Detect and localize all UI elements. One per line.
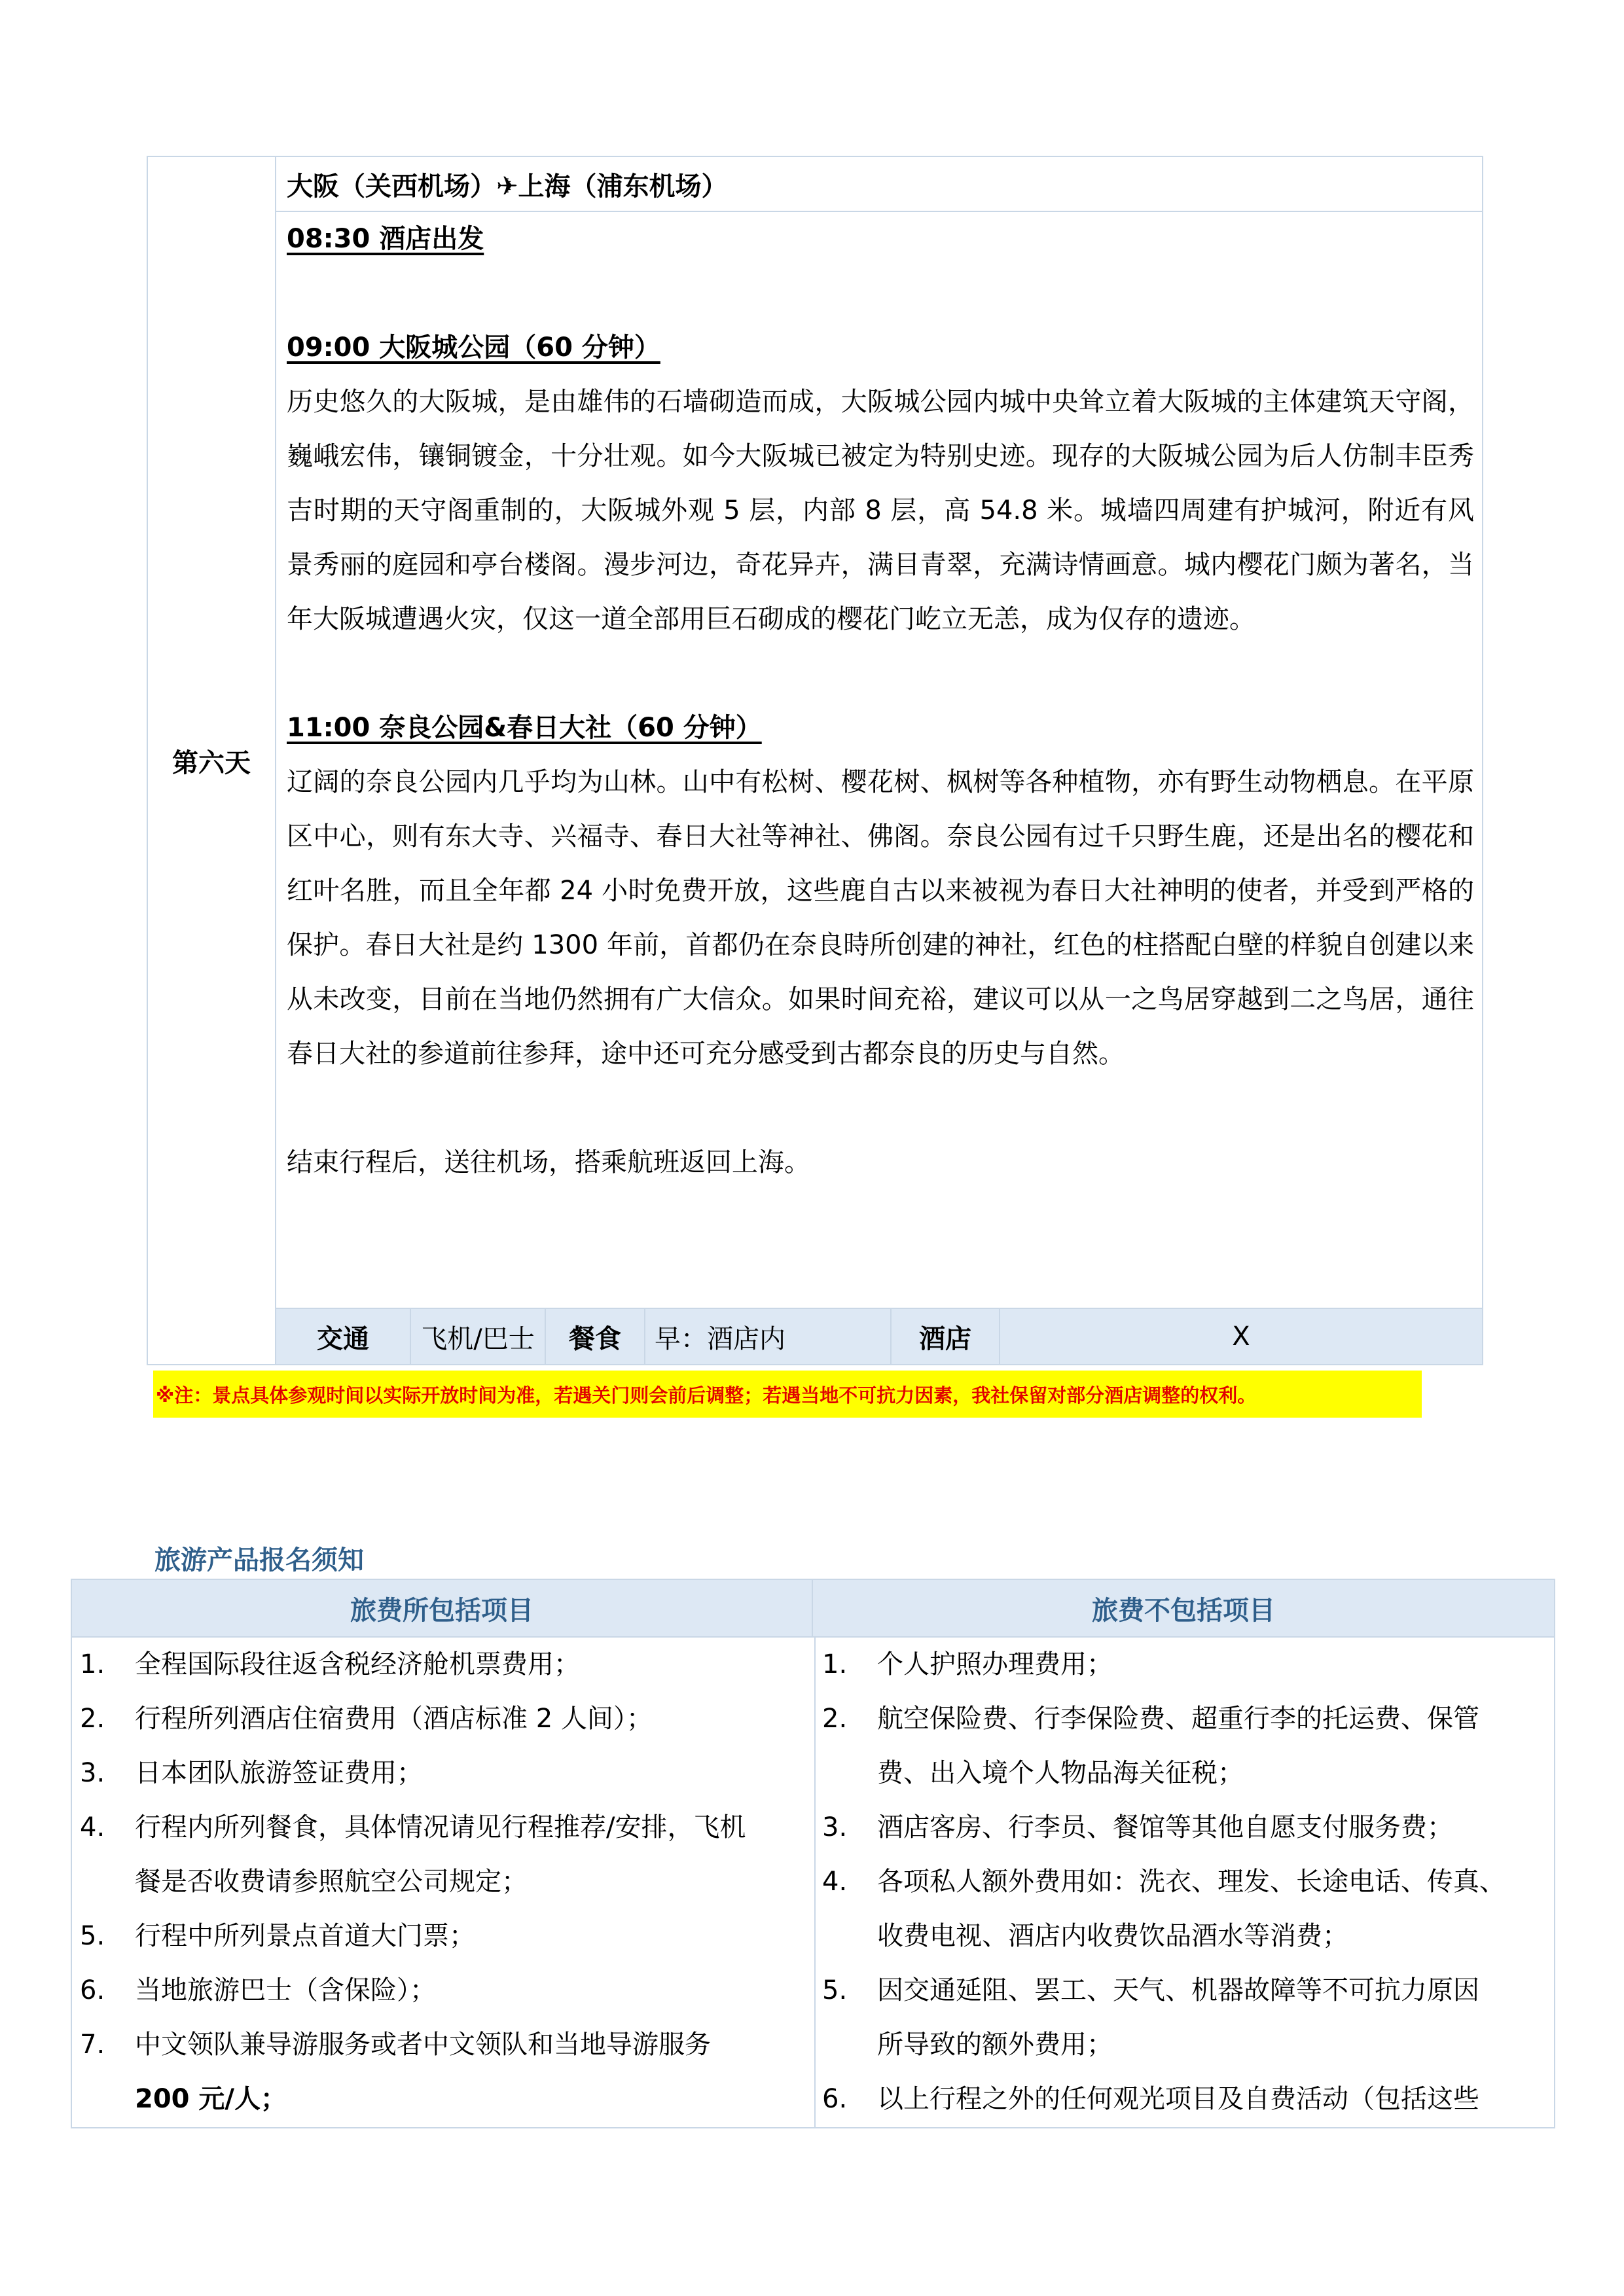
hotel-label: 酒店 bbox=[892, 1309, 1000, 1364]
list-item bbox=[822, 1964, 1550, 2072]
notice-banner: ※注：景点具体参观时间以实际开放时间为准，若遇关门则会前后调整；若遇当地不可抗力因素，我社保留对部分酒店调整的权利。 bbox=[153, 1371, 1422, 1418]
item-line: 200 元/人； bbox=[135, 2084, 287, 2114]
item-line: 各项私人额外费用如：洗衣、理发、长途电话、传真、 bbox=[877, 1867, 1506, 1897]
item-text bbox=[135, 1964, 808, 2018]
fees-header-row bbox=[72, 1580, 1554, 1638]
item-number: 6. bbox=[822, 2084, 848, 2114]
list-item bbox=[80, 1638, 808, 1692]
item-text bbox=[877, 1801, 1550, 1855]
time-heading: 11:00 奈良公园&春日大社（60 分钟） bbox=[287, 713, 762, 743]
time-heading: 09:00 大阪城公园（60 分钟） bbox=[287, 332, 660, 363]
item-text bbox=[135, 1692, 808, 1746]
item-line: 收费电视、酒店内收费饮品酒水等消费； bbox=[877, 1921, 1348, 1951]
item-text bbox=[877, 1855, 1550, 1964]
item-number: 5. bbox=[822, 1975, 848, 2005]
item-text bbox=[135, 1801, 808, 1909]
item-number: 6. bbox=[80, 1975, 105, 2005]
item-line: 行程中所列景点首道大门票； bbox=[135, 1921, 475, 1951]
transport-label: 交通 bbox=[276, 1309, 411, 1364]
included-list bbox=[80, 1638, 808, 2126]
list-item bbox=[822, 1638, 1550, 1692]
item-text bbox=[877, 2072, 1550, 2126]
day-itinerary-table bbox=[147, 156, 1483, 1365]
item-number: 4. bbox=[80, 1812, 105, 1842]
item-text bbox=[877, 1638, 1550, 1692]
blank-line bbox=[287, 1081, 1474, 1136]
item-number: 2. bbox=[822, 1704, 848, 1734]
excluded-list bbox=[822, 1638, 1550, 2126]
item-number: 5. bbox=[80, 1921, 105, 1951]
excluded-header: 旅费不包括项目 bbox=[1092, 1595, 1275, 1626]
item-number: 3. bbox=[80, 1758, 105, 1788]
item-line: 餐是否收费请参照航空公司规定； bbox=[135, 1867, 528, 1897]
day-label: 第六天 bbox=[148, 157, 276, 1364]
item-line: 全程国际段往返含税经济舱机票费用； bbox=[135, 1649, 580, 1679]
transport-value: 飞机/巴士 bbox=[411, 1309, 546, 1364]
item-number: 1. bbox=[80, 1649, 105, 1679]
blank-line bbox=[287, 266, 1474, 321]
list-item bbox=[822, 1855, 1550, 1964]
day-content bbox=[287, 212, 1474, 1309]
item-text bbox=[877, 1964, 1550, 2072]
hotel-value: X bbox=[1232, 1321, 1250, 1352]
item-line: 航空保险费、行李保险费、超重行李的托运费、保管 bbox=[877, 1704, 1479, 1734]
item-line: 行程内所列餐食，具体情况请见行程推荐/安排，飞机 bbox=[135, 1812, 746, 1842]
route-title: 大阪（关西机场）✈上海（浦东机场） bbox=[276, 157, 1482, 212]
section-title: 旅游产品报名须知 bbox=[154, 1545, 364, 1575]
meal-value: 早：酒店内 bbox=[645, 1309, 892, 1364]
meal-label: 餐食 bbox=[546, 1309, 645, 1364]
list-item bbox=[80, 1909, 808, 1964]
list-item bbox=[80, 1692, 808, 1746]
item-line: 行程所列酒店住宿费用（酒店标准 2 人间）； bbox=[135, 1704, 653, 1734]
item-text bbox=[135, 1909, 808, 1964]
list-item bbox=[80, 2018, 808, 2126]
list-item bbox=[80, 1746, 808, 1801]
item-text bbox=[135, 1638, 808, 1692]
item-number: 4. bbox=[822, 1867, 848, 1897]
list-item bbox=[822, 1801, 1550, 1855]
item-line: 以上行程之外的任何观光项目及自费活动（包括这些 bbox=[877, 2084, 1479, 2114]
column-divider bbox=[814, 1638, 816, 2127]
item-line: 酒店客房、行李员、餐馆等其他自愿支付服务费； bbox=[877, 1812, 1453, 1842]
included-header: 旅费所包括项目 bbox=[72, 1580, 813, 1636]
item-number: 1. bbox=[822, 1649, 848, 1679]
list-item bbox=[822, 2072, 1550, 2126]
item-number: 7. bbox=[80, 2030, 105, 2060]
item-line: 费、出入境个人物品海关征税； bbox=[877, 1758, 1244, 1788]
item-line: 日本团队旅游签证费用； bbox=[135, 1758, 423, 1788]
item-line: 所导致的额外费用； bbox=[877, 2030, 1113, 2060]
item-line: 个人护照办理费用； bbox=[877, 1649, 1113, 1679]
item-number: 2. bbox=[80, 1704, 105, 1734]
item-text bbox=[877, 1692, 1550, 1801]
day-footer-row bbox=[276, 1308, 1482, 1364]
item-line: 因交通延阻、罢工、天气、机器故障等不可抗力原因 bbox=[877, 1975, 1479, 2005]
item-line: 中文领队兼导游服务或者中文领队和当地导游服务 bbox=[135, 2030, 711, 2060]
item-line: 当地旅游巴士（含保险）； bbox=[135, 1975, 436, 2005]
list-item bbox=[822, 1692, 1550, 1801]
time-heading: 08:30 酒店出发 bbox=[287, 224, 484, 254]
item-text bbox=[135, 1746, 808, 1801]
description-paragraph: 历史悠久的大阪城，是由雄伟的石墙砌造而成，大阪城公园内城中央耸立着大阪城的主体建筑天守阁，巍峨宏伟，镶铜镀金，十分壮观。如今大阪城已被定为特别史迹。现存的大阪城公园为后人仿制丰臣秀吉时期的天守阁重制的，大阪城外观 5 层，内部 8 层，高 54.8 米。城墙四周建有护城河，附近有风景秀丽的庭园和亭台楼阁。漫步河边，奇花异卉，满目青翠，充满诗情画意。城内樱花门颇为著名，当年大阪城遭遇火灾，仅这一道全部用巨石砌成的樱花门屹立无恙，成为仅存的遗迹。 bbox=[287, 387, 1474, 634]
blank-line bbox=[287, 647, 1474, 701]
fees-table bbox=[71, 1579, 1555, 2128]
list-item bbox=[80, 1964, 808, 2018]
item-text bbox=[135, 2018, 808, 2126]
item-number: 3. bbox=[822, 1812, 848, 1842]
description-paragraph: 辽阔的奈良公园内几乎均为山林。山中有松树、樱花树、枫树等各种植物，亦有野生动物栖息。在平原区中心，则有东大寺、兴福寺、春日大社等神社、佛阁。奈良公园有过千只野生鹿，还是出名的樱花和红叶名胜，而且全年都 24 小时免费开放，这些鹿自古以来被视为春日大社神明的使者，并受到严格的保护。春日大社是约 1300 年前，首都仍在奈良時所创建的神社，红色的柱搭配白壁的样貌自创建以来从未改变，目前在当地仍然拥有广大信众。如果时间充裕，建议可以从一之鸟居穿越到二之鸟居，通往春日大社的参道前往参拜，途中还可充分感受到古都奈良的历史与自然。 bbox=[287, 767, 1474, 1069]
list-item bbox=[80, 1801, 808, 1909]
closing-line: 结束行程后，送往机场，搭乘航班返回上海。 bbox=[287, 1147, 810, 1177]
